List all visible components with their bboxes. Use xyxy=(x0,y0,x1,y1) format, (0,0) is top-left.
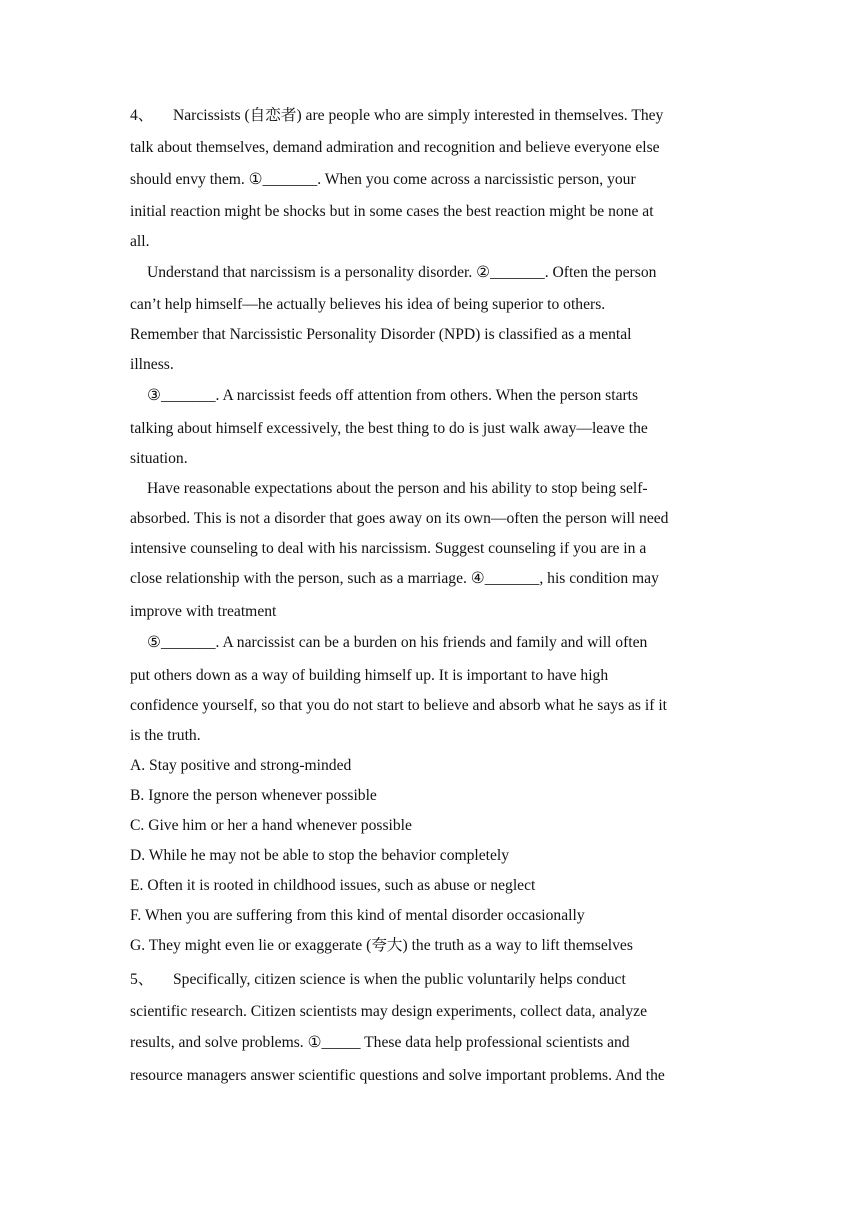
q5-line-2: scientific research. Citizen scientists may design experiments, collect data, analyze xyxy=(130,1003,647,1020)
q4-line-13: Have reasonable expectations about the person and his ability to stop being self- xyxy=(147,480,648,497)
option-b: B. Ignore the person whenever possible xyxy=(130,787,377,804)
q4-line-18: ⑤_______. A narcissist can be a burden on his friends and family and will often xyxy=(147,634,648,651)
q4-line-2: talk about themselves, demand admiration and recognition and believe everyone else xyxy=(130,139,660,156)
q4-line-7: can’t help himself—he actually believes his idea of being superior to others. xyxy=(130,296,606,313)
option-e: E. Often it is rooted in childhood issues, such as abuse or neglect xyxy=(130,877,536,894)
q4-line-1: Narcissists (自恋者) are people who are simply interested in themselves. They xyxy=(173,107,664,124)
q4-line-9: illness. xyxy=(130,356,174,373)
option-a: A. Stay positive and strong-minded xyxy=(130,757,352,774)
option-d: D. While he may not be able to stop the behavior completely xyxy=(130,847,510,864)
option-f: F. When you are suffering from this kind of mental disorder occasionally xyxy=(130,907,585,924)
q4-line-8: Remember that Narcissistic Personality Disorder (NPD) is classified as a mental xyxy=(130,326,632,343)
q4-line-5: all. xyxy=(130,233,150,250)
q4-line-21: is the truth. xyxy=(130,727,201,744)
q4-line-4: initial reaction might be shocks but in some cases the best reaction might be none at xyxy=(130,203,654,220)
q5-line-4: resource managers answer scientific questions and solve important problems. And the xyxy=(130,1067,665,1084)
question-5-number: 5、 xyxy=(130,971,154,988)
q4-line-12: situation. xyxy=(130,450,188,467)
q4-line-14: absorbed. This is not a disorder that goes away on its own—often the person will need xyxy=(130,510,669,527)
q4-line-19: put others down as a way of building himself up. It is important to have high xyxy=(130,667,609,684)
q5-line-1: Specifically, citizen science is when the public voluntarily helps conduct xyxy=(173,971,626,988)
q4-line-15: intensive counseling to deal with his narcissism. Suggest counseling if you are in a xyxy=(130,540,647,557)
q4-line-10: ③_______. A narcissist feeds off attention from others. When the person starts xyxy=(147,387,639,404)
q4-line-16: close relationship with the person, such as a marriage. ④_______, his condition may xyxy=(130,570,659,587)
option-g: G. They might even lie or exaggerate (夸大) the truth as a way to lift themselves xyxy=(130,937,633,954)
q4-line-3: should envy them. ①_______. When you come across a narcissistic person, your xyxy=(130,171,636,188)
q5-line-3: results, and solve problems. ①_____ These data help professional scientists and xyxy=(130,1034,630,1051)
q4-line-20: confidence yourself, so that you do not start to believe and absorb what he says as if it xyxy=(130,697,667,714)
q4-line-17: improve with treatment xyxy=(130,603,277,620)
q4-line-6: Understand that narcissism is a personality disorder. ②_______. Often the person xyxy=(147,264,657,281)
option-c: C. Give him or her a hand whenever possible xyxy=(130,817,412,834)
question-4-number: 4、 xyxy=(130,107,154,124)
q4-line-11: talking about himself excessively, the best thing to do is just walk away—leave the xyxy=(130,420,648,437)
